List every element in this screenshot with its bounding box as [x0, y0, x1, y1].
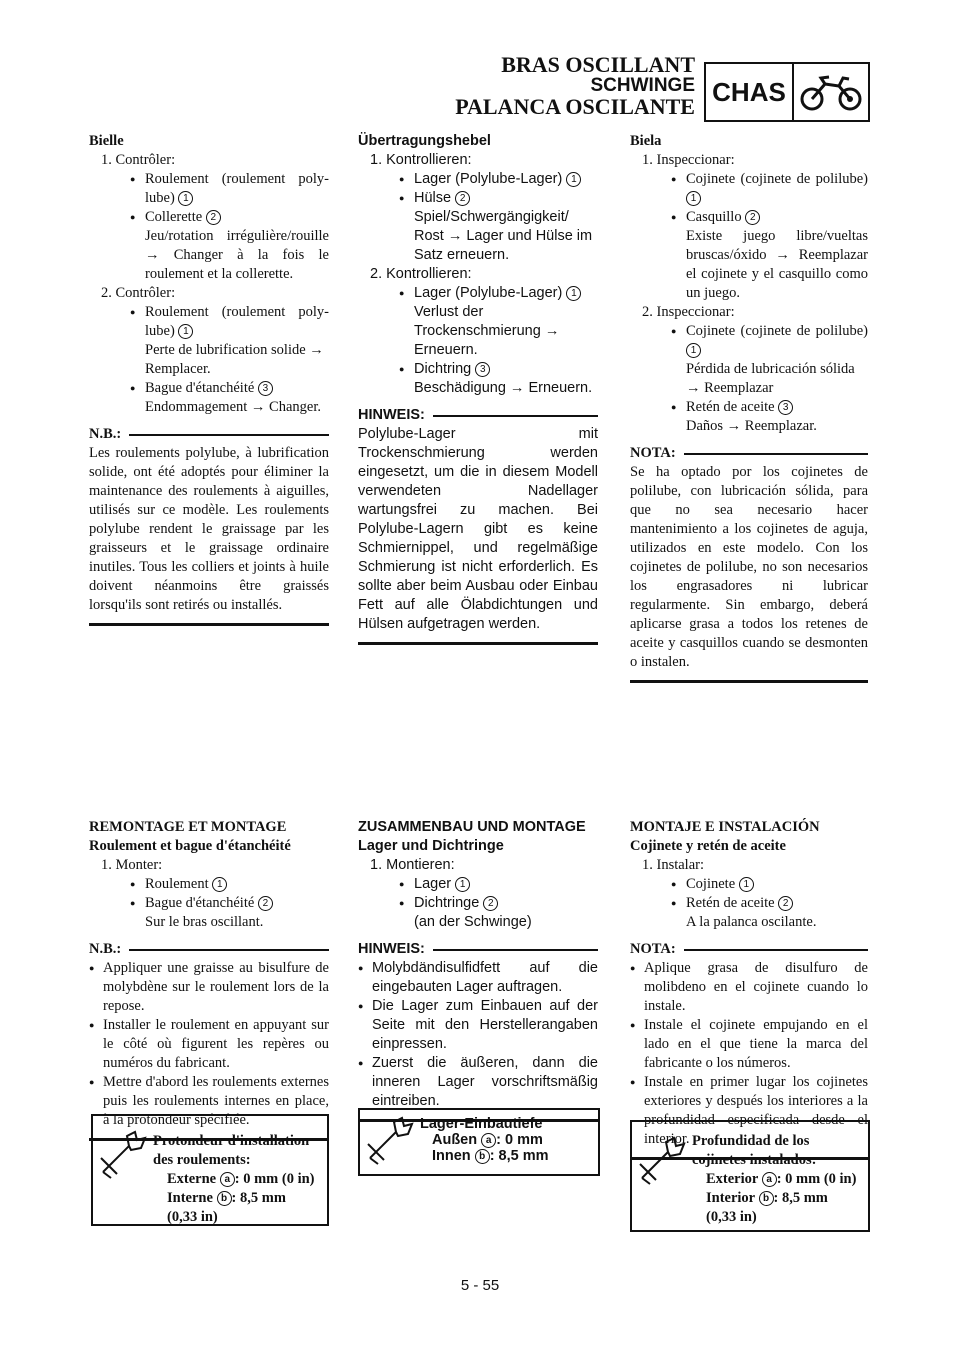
wrench-icon [99, 1128, 147, 1180]
es-install-note-1: ● Aplique grasa de disulfuro de molibdeno en el cojinete cuando lo instale. [630, 959, 868, 1016]
de-top-heading: Übertragungshebel [358, 133, 491, 149]
fr-spec-line-2: Interne b : 8,5 mm [167, 1190, 286, 1206]
fr-note-header: N.B.: [89, 425, 329, 444]
fr-top-column [89, 132, 329, 626]
fr-install-step-1: 1. Monter: [101, 857, 163, 873]
de-bullet-2-detail: Spiel/Schwergängigkeit/ Rost → Lager und Hülse im Satz erneuern. [414, 209, 593, 263]
de-bullet-1: ● Lager (Polylube-Lager) 1 [358, 170, 598, 189]
de-step-2: 2. Kontrollieren: [370, 266, 472, 282]
de-spec-line-2: Innen b : 8,5 mm [432, 1148, 549, 1164]
de-install-note-1: ● Molybdändisulfidfett auf die eingebauten Lager auftragen. [358, 959, 598, 997]
es-spec-text [692, 1132, 860, 1227]
fr-install-bullet-2-detail: Sur le bras oscillant. [145, 914, 264, 930]
fr-install-bullet-2: ● Bague d'étanchéité 2 [89, 894, 329, 913]
es-install-note-header: NOTA: [630, 940, 868, 959]
fr-bullet-3: ● Roulement (roulement poly-lube) 1 [89, 303, 329, 341]
de-note-text: Polylube-Lager mit Trockenschmierung werden eingesetzt, um die in diesem Modell verwendeten Nadellager wartungsfrei zu machen. Bei Polylube-Lagern gibt es keine Schmiernippel, und regelmäßige Schmierung ist nicht erforderlich. Es sollte aber beim Ausbau oder Einbau Fett auf alle Ölabdichtungen und Hülsen aufgetragen werden. [358, 426, 598, 632]
de-top-column [358, 132, 598, 645]
de-spec-title: Lager-Einbautiefe [420, 1116, 543, 1132]
es-bullet-4: ● Retén de aceite 3 [630, 398, 868, 417]
de-note-end-rule [358, 642, 598, 645]
es-bottom-column [630, 818, 868, 1160]
fr-install-note-1: ● Appliquer une graisse au bisulfure de molybdène sur le roulement lors de la repose. [89, 959, 329, 1016]
fr-spec-title: Protondeur d'installation des roulements: [153, 1133, 310, 1168]
es-bullet-2-detail: Existe juego libre/vueltas bruscas/óxido → Reemplazar el cojinete y el casquillo como un juego. [686, 228, 868, 301]
es-note-header: NOTA: [630, 444, 868, 463]
es-spec-title: Profundidad de los cojinetes instalados: [692, 1133, 817, 1168]
de-spec-line-1: Außen a : 0 mm [432, 1132, 543, 1148]
wrench-icon [638, 1134, 686, 1186]
fr-install-note-3: ● Mettre d'abord les roulements externes puis les roulements internes en place, à la protondeur spécifiée. [89, 1073, 329, 1130]
title-fr: BRAS OSCILLANT [501, 52, 695, 77]
de-bottom-column [358, 818, 598, 1122]
es-bullet-2: ● Casquillo 2 [630, 208, 868, 227]
fr-top-heading: Bielle [89, 133, 124, 149]
de-bullet-2: ● Hülse 2 [358, 189, 598, 208]
fr-bullet-4-detail: Endommagement → Changer. [145, 399, 321, 415]
de-step-1: 1. Kontrollieren: [370, 152, 472, 168]
de-spec-box [358, 1108, 600, 1176]
fr-bottom-heading: REMONTAGE ET MONTAGE [89, 819, 287, 835]
fr-bottom-column [89, 818, 329, 1141]
de-bullet-4: ● Dichtring 3 [358, 360, 598, 379]
fr-spec-line-1: Externe a : 0 mm (0 in) [167, 1171, 315, 1187]
de-install-bullet-2: ● Dichtringe 2 [358, 894, 598, 913]
fr-step-1: 1. Contrôler: [101, 152, 176, 168]
es-note-text: Se ha optado por los cojinetes de polilube, con lubricación sólida, para que no sea necesario hacer mantenimiento a los cojinetes de aguja, utilizados en este modelo. Con los cojinetes de polilube, no son necesarios los engrasadores ni lubricar regularmente. Sin embargo, deberá aplicarse grasa a todos los retenes de aceite y casquillos cuando se desmonten o instalen. [630, 464, 868, 670]
es-bottom-subheading: Cojinete y retén de aceite [630, 838, 786, 854]
es-note-end-rule [630, 680, 868, 683]
es-bottom-heading: MONTAJE E INSTALACIÓN [630, 819, 820, 835]
es-bullet-3-detail: Pérdida de lubricación sólida → Reemplazar [686, 361, 855, 396]
es-spec-box [630, 1120, 870, 1232]
fr-bullet-4: ● Bague d'étanchéité 3 [89, 379, 329, 398]
de-install-bullet-1: ● Lager 1 [358, 875, 598, 894]
fr-bullet-3-detail: Perte de lubrification solide → Remplacer. [145, 342, 324, 377]
de-install-note-3: ● Zuerst die äußeren, dann die inneren Lager vorschriftsmäßig eintreiben. [358, 1054, 598, 1111]
fr-spec-box [91, 1114, 329, 1226]
fr-install-note-2: ● Installer le roulement en appuyant sur le côté où figurent les repères ou numéros du fabricant. [89, 1016, 329, 1073]
title-de: SCHWINGE [590, 75, 695, 96]
fr-spec-line-3: (0,33 in) [167, 1209, 218, 1225]
fr-install-bullet-1: ● Roulement 1 [89, 875, 329, 894]
de-bullet-3: ● Lager (Polylube-Lager) 1 [358, 284, 598, 303]
es-install-bullet-2-detail: A la palanca oscilante. [686, 914, 817, 930]
es-install-note-2: ● Instale el cojinete empujando en el lado en el que tiene la marca del fabricante o los números. [630, 1016, 868, 1073]
es-install-bullet-2: ● Retén de aceite 2 [630, 894, 868, 913]
es-install-step-1: 1. Instalar: [642, 857, 705, 873]
fr-bullet-1: ● Roulement (roulement poly-lube) 1 [89, 170, 329, 208]
es-bullet-4-detail: Daños → Reemplazar. [686, 418, 817, 434]
de-spec-text [420, 1116, 590, 1164]
de-install-note-header: HINWEIS: [358, 940, 598, 959]
fr-install-note-header: N.B.: [89, 940, 329, 959]
de-bullet-3-detail: Verlust der Trockenschmierung → Erneuern. [414, 304, 560, 358]
de-bullet-4-detail: Beschädigung → Erneuern. [414, 380, 593, 396]
chas-label: CHAS [706, 64, 794, 120]
motorcycle-icon [794, 64, 868, 120]
page-number: 5 - 55 [460, 1277, 500, 1294]
es-top-column [630, 132, 868, 683]
de-install-bullet-2-detail: (an der Schwinge) [414, 914, 532, 930]
fr-bottom-subheading: Roulement et bague d'étanchéité [89, 838, 291, 854]
fr-spec-text [153, 1132, 319, 1227]
es-bullet-1: ● Cojinete (cojinete de polilube) 1 [630, 170, 868, 208]
de-install-step-1: 1. Montieren: [370, 857, 455, 873]
es-step-2: 2. Inspeccionar: [642, 304, 735, 320]
fr-step-2: 2. Contrôler: [101, 285, 176, 301]
fr-note-text: Les roulements polylube, à lubrification solide, ont été adoptés pour éliminer la maintenance des roulements à aiguilles, utilisés sur ce modèle. Les roulements polylube rendent le graissage par les graisseurs et le graissage ordinaire inutiles. Tous les colliers et joints à huile doivent néanmoins être graissés lorsqu'ils sont retirés ou installés. [89, 445, 329, 613]
wrench-icon [366, 1114, 414, 1166]
es-install-bullet-1: ● Cojinete 1 [630, 875, 868, 894]
es-step-1: 1. Inspeccionar: [642, 152, 735, 168]
es-bullet-3: ● Cojinete (cojinete de polilube) 1 [630, 322, 868, 360]
section-title [455, 54, 695, 117]
chassis-section-badge [704, 62, 870, 122]
es-spec-line-1: Exterior a : 0 mm (0 in) [706, 1171, 857, 1187]
es-spec-line-2: Interior b : 8,5 mm [706, 1190, 828, 1206]
es-install-note-3: ● Instale en primer lugar los cojinetes exteriores y después los interiores a la profundidad especificada desde el interior. [630, 1073, 868, 1149]
es-spec-line-3: (0,33 in) [706, 1209, 757, 1225]
de-bottom-subheading: Lager und Dichtringe [358, 838, 504, 854]
fr-note-end-rule [89, 623, 329, 626]
de-note-header: HINWEIS: [358, 406, 598, 425]
fr-bullet-2-detail: Jeu/rotation irrégulière/rouille → Changer à la fois le roulement et la collerette. [145, 228, 329, 282]
de-install-note-2: ● Die Lager zum Einbauen auf der Seite mit den Herstellerangaben einpressen. [358, 997, 598, 1054]
title-es: PALANCA OSCILANTE [455, 94, 695, 119]
es-top-heading: Biela [630, 133, 662, 149]
de-bottom-heading: ZUSAMMENBAU UND MONTAGE [358, 819, 586, 835]
fr-bullet-2: ● Collerette 2 [89, 208, 329, 227]
